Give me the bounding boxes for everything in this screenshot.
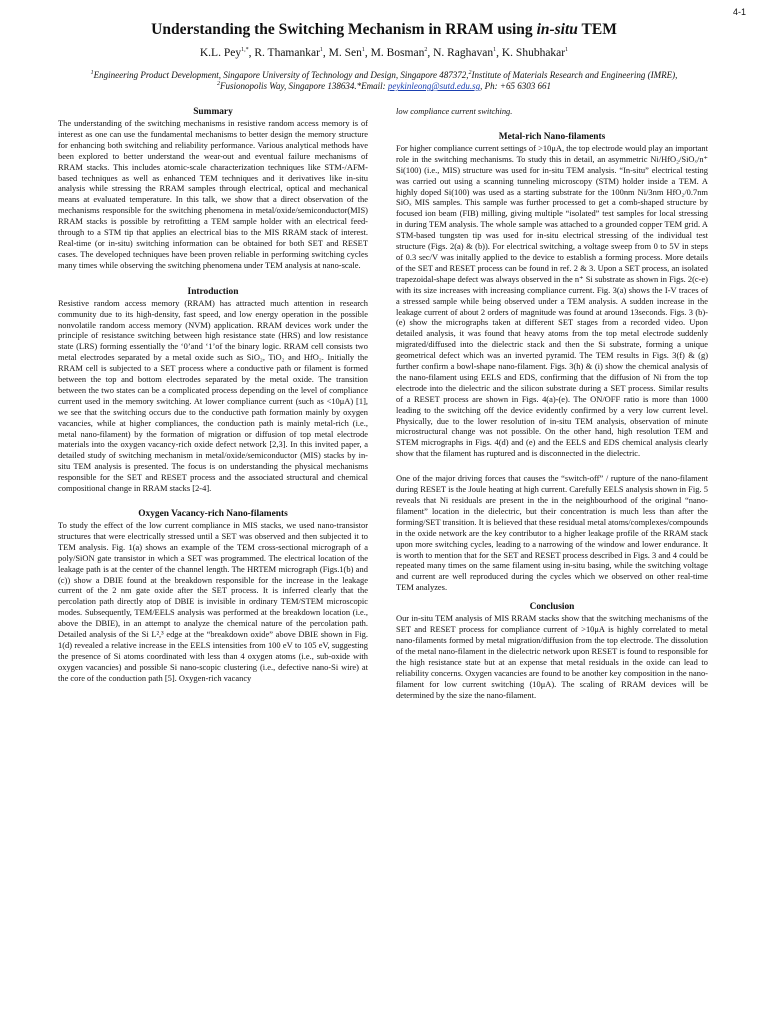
paper-title — [0, 21, 768, 39]
right-column — [396, 106, 708, 700]
oxygen-vacancy-heading: Oxygen Vacancy-rich Nano-filaments — [138, 509, 288, 519]
author: M. Bosman$^2$, — [370, 47, 434, 59]
author: K. Shubhakar$^1$ — [501, 47, 569, 59]
author: K.L. Pey$^{1,*}$, — [199, 47, 255, 59]
affiliation: $^1$Engineering Product Development, Singapore University of Technology and Design, Singapore 487372,$^2$Institute of Materials Research and Engineering (IMRE), $^2$Fusionopolis Way, Singapore 138634.*Email: peykinleong@sutd.edu.sg, Ph: +65 6303 661 — [90, 70, 678, 91]
continued-text: low compliance current switching. — [396, 106, 513, 116]
conclusion-heading: Conclusion — [529, 602, 575, 613]
conclusion-text: Our in-situ TEM analysis of MIS RRAM stacks show that the switching mechanisms of the SET and RESET process for compliance current of >10μA is highly correlated to metal nano-filaments formed by metal migration/diffusion from the top electrode. The dissolution of the metal nano-filament in the dielectric network upon RESET is found to responsible for the high resistance state but at an expense that metal residuals in the oxide can lead to reliability concerns. Oxygen vacancies are found to be another key composition in the nano-filament for low current switching (10μA). The scaling of RRAM devices will be determined by the size the nano-filament. — [396, 613, 708, 700]
author-list — [0, 47, 768, 59]
title-end: TEM — [577, 21, 617, 38]
summary-text: The understanding of the switching mechanisms in resistive random access memory is of interest as one can use the fundamental mechanisms to better design the memory structure for enhancing both switching and reliability performance. Various analytical methods have been explored to better understand the wear-out and eventual failure mechanisms of RRAM stacks. This includes atomic-scale characterization techniques like STM-/AFM-based techniques as well as enhanced TEM techniques and it derivatives like in-situ analysis while stressing the RRAM samples through electrical, optical and mechanical means at evaluated temperature. In this talk, we show that a direct observation of the mechanisms responsible for the switching phenomena in metal/oxide/semiconductor(MIS) RRAM stacks is possible by retrofitting a TEM sample holder with an electrical feed-through to a STM tip that applies an electrical bias to the MIS RRAM stack of interest. Real-time (or in-situ) switching information can be obtained for both SET and RESET cases. The developed techniques have been proven reliable in performing switching cycles many times while observing the switching phenomena under TEM analysis at nano-scale. — [58, 118, 368, 270]
left-column — [58, 106, 368, 684]
page-number: 4-1 — [732, 7, 746, 17]
summary-heading: Summary — [193, 107, 233, 117]
title-main: Understanding the Switching Mechanism in RRAM using — [151, 21, 537, 38]
metal-rich-heading: Metal-rich Nano-filaments — [498, 131, 606, 142]
introduction-heading: Introduction — [187, 286, 239, 297]
email-link[interactable]: peykinleong@sutd.edu.sg — [387, 81, 481, 91]
introduction-text: Resistive random access memory (RRAM) has attracted much attention in research community due to its high-density, fast speed, and low energy operation in the possible nonvolatile random access memory (NVM) application. RRAM devices work under the principle of resistance switching between high resistance state (HRS) and low resistance state (LRS) forming essentially the ‘0’and ‘1’of the binary logic. RRAM cell consists two metal electrodes separated by a metal oxide such as SiO₂, TiO₂ and HfO₂. Initially the RRAM cell is subjected to a SET process where a conductive path or filament is formed between the top and bottom electrodes separated by the metal oxide. The transition between the two states can be a complicated process depending on the level of compliance current used in the memory switching. At lower compliance current (such as <10μA) [1], we see that the switching occurs due to the conductive path formation mainly by oxygen vacancies, while at higher compliances, the conduction path is mainly metal-rich (i.e., metal nano-filament) by the formation of migration or diffusion of top metal electrode materials into the oxygen vacancy-rich oxide defect network [2,3]. In this invited paper, a detailed study of switching mechanism in metal/oxide/semiconductor (MIS) stacks by in-situ TEM analysis is presented. The focus is on understanding the physical mechanisms responsible for the SET and RESET process and the associated structural and chemical compositional change in RRAM stacks [2-4]. — [58, 297, 368, 494]
driving-forces-text: One of the major driving forces that causes the “switch-off” / rupture of the nano-filament during RESET is the Joule heating at high current. Carefully EELS analysis shown in Fig. 5 reveals that Ni residuals are present in the in the neighbourhood of the original “nano-filament” location in the dielectric, but their concentration is much less than after the forming/SET transition. It is believed that these residual metal atoms/complexes/compounds in the oxide network are the key contributor to a higher leakage profile of the RRAM stack upon more switching cycles, leading to a narrowing of the window and lower endurance. It is worth to mention that for the SET and RESET process described in Figs. 3 and 4 could be repeated many times on the same filament using in-situ basing, while the switching voltage and current are well reproduced during the cycles which we observed on other real-time TEM analyzes. — [396, 473, 708, 593]
title-em: in-situ — [536, 21, 578, 38]
author: M. Sen$^1$, — [328, 47, 371, 59]
metal-rich-text: For higher compliance current settings of >10μA, the top electrode would play an important role in the switching mechanisms. To study this in detail, an asymmetric Ni/HfO₂/SiOₓ/n⁺ Si(100) (i.e., MIS) structure was used for in-situ TEM analysis. “In-situ” electrical testing was carried out using a scanning tunneling microscopy (STM) holder inside a TEM. A highly doped Si(100) was used as a starting substrate for the 100nm Ni/3nm HfO₂/0.7nm SiOₓ MIS samples. This sample was further processed to get a comb-shaped structure by focused ion beam (FIB) milling, giving multiple “isolated” test samples for local stressing in during TEM analysis. The whole sample was attached to a grounded copper TEM grid. A STM-based tungsten tip was used for in-situ electrical stressing of the individual test structure (Figs. 2(a) & (b)). For electrical switching, a voltage sweep from 0 to 5V in steps of 0.3 sec/V was initally applied to the device to establish a forming process. More details of the SET and RESET process can be found in ref. 2 & 3. Upon a SET process, an isolated trapezoidal-shape defect was always observed in the n⁺ Si substrate as shown in Figs. 2(c-e) with its size increases with increasing compliance current. Fig. 3(a) shows the I-V traces of a stressed sample while being observed under a TEM analysis. A sudden increase in the leakage current of about 2 orders of magnitude was found at around 13seconds. Figs. 3 (b)-(e) show the micrographs taken at different SET stages from a recorded video. Upon detailed analysis, it was found that heavy atoms from the top metal electrode suddenly migrated/diffused into the dielectric stack and then the Si substrate, forming a unique geometrical defect which was an inverted pyramid. The TEM results in Figs. 3(f) & (g) further confirm a bowl-shape nano-filament. Figs. 3(h) & (i) show the chemical analysis of the nano-filament using EELS and EDS, confirming that the diffusion of Ni from the top electrode into the dielectric and the silicon substrate during a SET process. Similar results of a RESET process are shown in Figs. 4(a)-(e). The ON/OFF ratio is more than 1000 leading to the switching off the device evidently confirmed by a very low current level. Physically, due to the lower resolution of in-situ TEM analysis, observation of minute microstructural change was not possible. On the other hand, high resolution TEM and STEM micrographs in Figs. 4(d) and (e) and the EELS and EDS chemical analysis clearly show that the filament has ruptured and is disconnected in the dielectric. — [396, 142, 708, 459]
author: R. Thamankar$^1$, — [254, 47, 329, 59]
author: N. Raghavan$^1$, — [433, 47, 502, 59]
oxygen-vacancy-text: To study the effect of the low current compliance in MIS stacks, we used nano-transistor structures that were electrically stressed until a SET was observed and then subjected it to TEM analysis. Fig. 1(a) shows an example of the TEM cross-sectional micrograph of a poly/SiON gate transistor in which a SET was programmed. The electrical location of the leakage path is at the center of the channel length. The HRTEM micrograph (Figs.1(b) and (c)) show a DBIE found at the breakdown responsible for the increase in the leakage current of the 2 nm gate oxide after the SET process. It is inferred clearly that the percolation path directly atop of DBIE is invisible in ordinary TEM/STEM microscopic modes. Subsequently, TEM/EELS analysis was performed at the breakdown location (i.e., above the DBIE), in an attempt to analyze the chemical nature of the percolation path. Detailed analysis of the Si L²,³ edge at the “breakdown oxide” above DBIE shown in Fig. 1(d) revealed a relative increase in the EELS intensities from 100 eV to 105 eV, suggesting the presence of Si atoms coordinated with less than 4 oxygen atoms (i.e., sub-oxide with oxygen vacancies) and possible Si nano-scopic clustering (i.e., defective nano-Si wire) at the core of the conduction path [5]. Oxygen-rich vacancy — [58, 520, 368, 683]
